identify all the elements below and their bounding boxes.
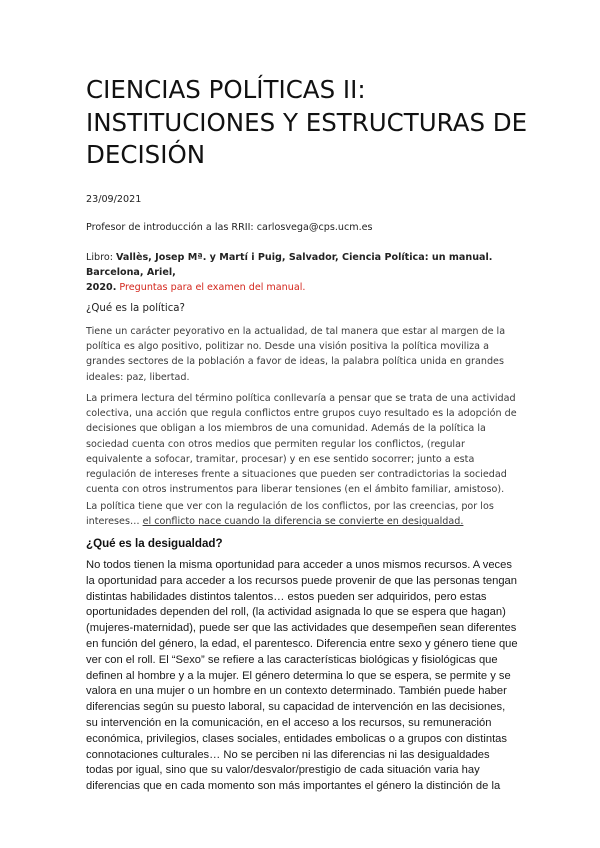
text-line: oportunidades dependen del roll, (la actividad asignada lo que se espera que hagan) (86, 606, 506, 619)
text-line: La primera lectura del término política conllevaría a pensar que se trata de una actividad (86, 393, 516, 404)
text-line: en función del género, la edad, el parentesco. Diferencia entre sexo y género tiene que (86, 637, 518, 650)
text-line: su intervención en la comunicación, en el acceso a los recursos, su remuneración (86, 716, 492, 729)
section-heading-desigualdad: ¿Qué es la desigualdad? (86, 537, 223, 550)
paragraph (86, 324, 524, 385)
text-line: (mujeres-maternidad), puede ser que las actividades que desempeñen sean diferentes (86, 622, 517, 635)
text-line: diferencias según su puesto laboral, su capacidad de intervención en las decisiones, (86, 701, 506, 714)
text-line: decisiones que obligan a los miembros de una comunidad. Además de la política la (86, 423, 486, 435)
book-year: 2020. (86, 282, 117, 293)
exam-note: Preguntas para el examen del manual. (116, 282, 306, 293)
text-line: No todos tienen la misma oportunidad para acceder a unos mismos recursos. A veces (86, 559, 512, 571)
text-line: ver con el roll. El “Sexo” se refiere a las características biológicas y fisiológicas que (86, 653, 498, 666)
text-plain: intereses… (86, 516, 143, 528)
text-line: La política tiene que ver con la regulación de los conflictos, por las creencias, por los (86, 501, 494, 512)
professor-line: Profesor de introducción a las RRII: carlosvega@cps.ucm.es (86, 222, 373, 233)
text-line: equivalente a sofocar, tramitar, procesar) y en ese sentido socorrer; junto a esta (86, 453, 475, 465)
document-title (86, 74, 556, 172)
section-heading-politica: ¿Qué es la política? (86, 303, 185, 314)
text-line: sociedad cuenta con otros medios que permiten regular los conflictos, (regular (86, 438, 465, 450)
text-line: cuenta con otros instrumentos para liberar tensiones (en el ámbito familiar, amistoso). (86, 484, 505, 496)
document-date: 23/09/2021 (86, 194, 142, 205)
text-line: todas por igual, sino que su valor/desvalor/prestigio de cada situación varia hay (86, 764, 480, 777)
text-line: colectiva, una acción que regula conflictos entre grupos cuyo resultado es la adopción de (86, 408, 517, 420)
underlined-key-sentence: el conflicto nace cuando la diferencia se convierte en desigualdad. (142, 516, 464, 528)
paragraph (86, 391, 524, 497)
text-line: económica, privilegios, clases sociales, entidades embolicas o a grupos con distintas (86, 732, 507, 745)
text-line: política es algo positivo, politizar no. Desde una visión positiva la política moviliza a (86, 341, 489, 353)
text-line: grandes sectores de la población a favor de ideas, la palabra política unida en grandes (86, 356, 504, 368)
text-line: definen al hombre y a la mujer. El género determina lo que se espera, se permite y se (86, 669, 511, 682)
title-line: INSTITUCIONES Y ESTRUCTURAS DE (86, 107, 528, 137)
text-line (86, 514, 524, 529)
text-line: regulación de intereses frente a situaciones que pueden ser contradictorias la sociedad (86, 469, 507, 481)
book-reference (86, 250, 536, 295)
text-line: la oportunidad para acceder a los recursos puede provenir de que las personas tengan (86, 574, 518, 587)
title-line: DECISIÓN (86, 140, 206, 169)
text-line: distintas habilidades distintos talentos… estos pueden ser adquiridos, pero estas (86, 590, 487, 603)
paragraph (86, 499, 524, 529)
book-citation: Vallès, Josep Mª. y Martí i Puig, Salvador, Ciencia Política: un manual. Barcelona, Ariel, (86, 252, 493, 278)
text-line: diferencias que en cada momento son más importantes el género la distinción de la (86, 780, 501, 793)
text-line: connotaciones culturales… No se perciben ni las diferencias ni las desigualdades (86, 748, 490, 761)
text-line: ideales: paz, libertad. (86, 371, 190, 383)
title-line: CIENCIAS POLÍTICAS II: (86, 75, 366, 104)
text-line: Tiene un carácter peyorativo en la actualidad, de tal manera que estar al margen de la (86, 326, 506, 337)
text-line: valora en una mujer o un hombre en un contexto determinado. También puede haber (86, 685, 507, 698)
paragraph-desigualdad (86, 558, 526, 795)
book-prefix: Libro: (86, 252, 116, 263)
